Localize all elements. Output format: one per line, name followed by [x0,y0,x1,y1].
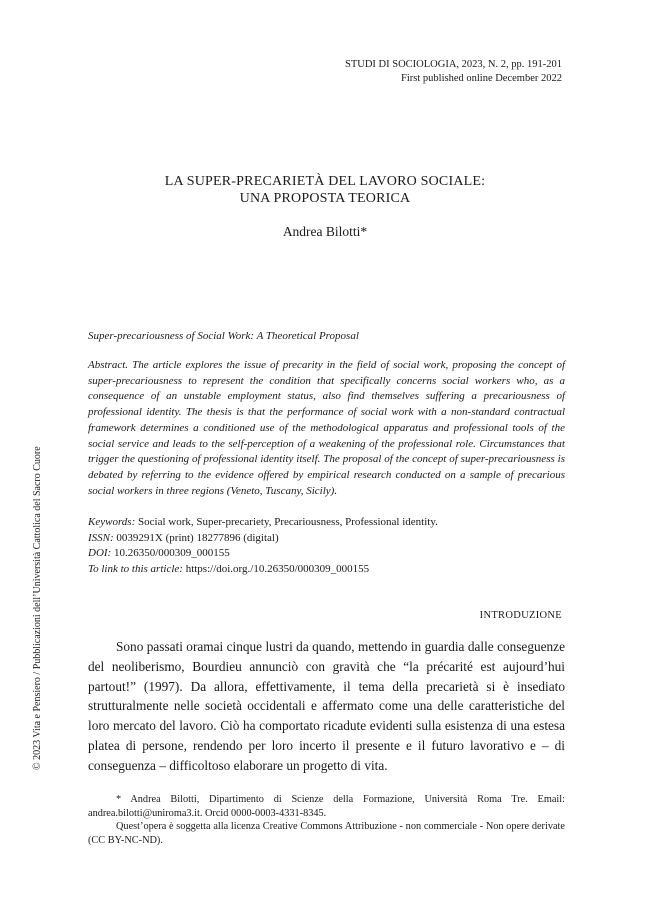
abstract-text: The article explores the issue of precarity in the field of social work, proposing the concept of super-precariousness to represent the condition that specifically concerns social workers who, as a consequence of an unstable employment status, also find themselves suffering a precariousness of professional identity. The thesis is that the performance of social work with a non-standard contractual framework determines a conditioned use of the methodological apparatus and professional tools of the social service and leads to the self-perception of a weakening of the professional role. Circumstances that trigger the questioning of professional identity itself. The proposal of the concept of super-precariousness is debated by referring to the evidence offered by empirical research conducted on a sample of precarious social workers in three regions (Veneto, Tuscany, Sicily). [88,359,566,497]
abstract [88,358,565,499]
article-link[interactable]: https://doi.org./10.26350/000309_000155 [185,562,370,575]
copyright-text: © 2023 Vita e Pensiero / Pubblicazioni dell’Università Cattolica del Sacro Cuore [32,446,43,770]
author-name: Andrea Bilotti* [282,224,368,239]
doi-label: DOI: [88,547,112,559]
journal-header [162,58,562,86]
title-line-1: LA SUPER-PRECARIETÀ DEL LAVORO SOCIALE: [164,174,486,189]
publication-date: First published online December 2022 [401,73,562,84]
footnotes [88,793,565,847]
body-paragraph: Sono passati oramai cinque lustri da quando, mettendo in guardia dalle conseguenze del neoliberismo, Bourdieu annunciò con gravità che “la précarité est aujourd’hui partout!” (1997). Da allora, effettivamente, il tema della precarietà si è insediato strutturalmente nelle società occidentali e affermato come una delle caratteristiche del loro mercato del lavoro. Ciò ha comportato ricadute evidenti sulla esistenza di una estesa platea di persone, rendendo per loro incerto il presente e il futuro lavorativo e – di conseguenza – difficoltoso elaborare un progetto di vita. [88,639,565,773]
doi-line [88,546,565,562]
section-heading: INTRODUZIONE [479,610,562,621]
journal-citation: STUDI DI SOCIOLOGIA, 2023, N. 2, pp. 191-201 [345,59,562,70]
abstract-label: Abstract. [88,359,129,371]
issn-line [88,531,565,547]
english-title: Super-precariousness of Social Work: A Theoretical Proposal [88,330,359,342]
link-label: To link to this article: [88,562,183,575]
doi-value: 10.26350/000309_000155 [113,547,230,559]
title-line-2: UNA PROPOSTA TEORICA [239,191,411,206]
article-metadata [88,515,565,577]
issn-value: 0039291X (print) 18277896 (digital) [116,531,279,544]
issn-label: ISSN: [88,531,114,544]
license-footnote: Quest’opera è soggetta alla licenza Creative Commons Attribuzione - non commerciale - Non opere derivate (CC BY-NC-ND). [88,821,565,846]
keywords-value: Social work, Super-precariety, Precariousness, Professional identity. [138,516,438,528]
keywords-label: Keywords: [88,516,136,528]
link-line [88,562,565,578]
author-footnote: * Andrea Bilotti, Dipartimento di Scienze della Formazione, Università Roma Tre. Email: andrea.bilotti@uniroma3.it. Orcid 0000-0003-4331-8345. [88,794,565,819]
keywords-line [88,515,565,531]
side-copyright [28,446,52,770]
article-title [88,173,562,207]
